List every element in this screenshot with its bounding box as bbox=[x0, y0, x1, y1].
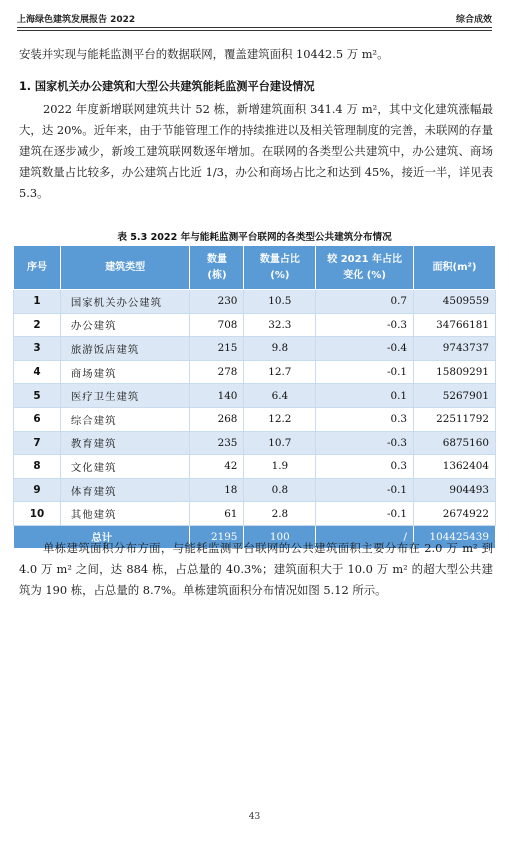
row-area: 34766181 bbox=[414, 313, 496, 337]
row-change: -0.4 bbox=[316, 337, 414, 361]
header-count-line2: (栋) bbox=[207, 269, 227, 281]
table-row bbox=[14, 384, 496, 408]
header-share-line1: 数量占比 bbox=[259, 253, 300, 265]
header-share bbox=[244, 246, 316, 290]
row-change: 0.3 bbox=[316, 455, 414, 479]
row-count: 140 bbox=[190, 384, 244, 408]
paragraph-bottom: 单栋建筑面积分布方面，与能耗监测平台联网的公共建筑面积主要分布在 2.0 万 m² 到 4.0 万 m² 之间，达 884 栋，占总量的 40.3%；建筑面积大于 10.0 万 m² 的超大型公共建筑为 190 栋，占总量的 8.7%。单栋建筑面积分布情况如图 5.12 所示。 bbox=[19, 541, 493, 597]
row-count: 61 bbox=[190, 502, 244, 526]
section-heading: 1. 国家机关办公建筑和大型公共建筑能耗监测平台建设情况 bbox=[19, 80, 315, 93]
table-row bbox=[14, 502, 496, 526]
row-no: 6 bbox=[14, 407, 61, 431]
row-count: 230 bbox=[190, 290, 244, 314]
row-building-type: 办公建筑 bbox=[60, 313, 190, 337]
table-row bbox=[14, 431, 496, 455]
total-change: / bbox=[316, 525, 414, 548]
row-area: 2674922 bbox=[414, 502, 496, 526]
row-area: 1362404 bbox=[414, 455, 496, 479]
row-building-type: 商场建筑 bbox=[60, 360, 190, 384]
table-row bbox=[14, 313, 496, 337]
row-share: 32.3 bbox=[244, 313, 316, 337]
row-building-type: 其他建筑 bbox=[60, 502, 190, 526]
header-type: 建筑类型 bbox=[60, 246, 190, 290]
header-no: 序号 bbox=[14, 246, 61, 290]
table-body bbox=[14, 290, 496, 526]
row-no: 3 bbox=[14, 337, 61, 361]
table-row bbox=[14, 478, 496, 502]
section-title: 综合成效 bbox=[455, 15, 492, 25]
row-change: 0.1 bbox=[316, 384, 414, 408]
row-change: 0.3 bbox=[316, 407, 414, 431]
row-share: 12.2 bbox=[244, 407, 316, 431]
row-no: 10 bbox=[14, 502, 61, 526]
row-no: 4 bbox=[14, 360, 61, 384]
row-count: 708 bbox=[190, 313, 244, 337]
row-change: 0.7 bbox=[316, 290, 414, 314]
row-count: 278 bbox=[190, 360, 244, 384]
paragraph-main: 2022 年度新增联网建筑共计 52 栋，新增建筑面积 341.4 万 m²，其中文化建筑涨幅最大，达 20%。近年来，由于节能管理工作的持续推进以及相关管理制度的完善，未联网的存量建筑在逐步减少，新竣工建筑联网数逐年增加。在联网的各类型公共建筑中，办公建筑、商场建筑数量占比较多，办公建筑占比近 1/3，办公和商场占比之和达到 45%，接近一半，详见表 5.3。 bbox=[19, 102, 493, 200]
row-change: -0.1 bbox=[316, 360, 414, 384]
row-count: 42 bbox=[190, 455, 244, 479]
row-no: 1 bbox=[14, 290, 61, 314]
header-area: 面积(m²) bbox=[414, 246, 496, 290]
row-area: 15809291 bbox=[414, 360, 496, 384]
row-share: 2.8 bbox=[244, 502, 316, 526]
total-label: 总计 bbox=[14, 525, 190, 548]
row-no: 2 bbox=[14, 313, 61, 337]
table-row bbox=[14, 360, 496, 384]
header-rule-thin bbox=[17, 30, 492, 31]
row-area: 9743737 bbox=[414, 337, 496, 361]
row-no: 9 bbox=[14, 478, 61, 502]
row-building-type: 文化建筑 bbox=[60, 455, 190, 479]
header-count bbox=[190, 246, 244, 290]
row-building-type: 旅游饭店建筑 bbox=[60, 337, 190, 361]
header-count-line1: 数量 bbox=[206, 253, 227, 265]
total-share: 100 bbox=[244, 525, 316, 548]
row-area: 6875160 bbox=[414, 431, 496, 455]
row-change: -0.3 bbox=[316, 431, 414, 455]
row-share: 9.8 bbox=[244, 337, 316, 361]
row-count: 235 bbox=[190, 431, 244, 455]
row-area: 904493 bbox=[414, 478, 496, 502]
row-share: 1.9 bbox=[244, 455, 316, 479]
header-change-line2: 变化 (%) bbox=[343, 269, 386, 281]
row-share: 10.5 bbox=[244, 290, 316, 314]
header-rule bbox=[17, 27, 492, 28]
paragraph-top: 安装并实现与能耗监测平台的数据联网，覆盖建筑面积 10442.5 万 m²。 bbox=[19, 47, 389, 61]
row-building-type: 综合建筑 bbox=[60, 407, 190, 431]
row-building-type: 国家机关办公建筑 bbox=[60, 290, 190, 314]
report-title: 上海绿色建筑发展报告 2022 bbox=[17, 15, 136, 25]
table-header-row bbox=[14, 246, 496, 290]
row-change: -0.1 bbox=[316, 502, 414, 526]
header-change bbox=[316, 246, 414, 290]
table-row bbox=[14, 290, 496, 314]
row-count: 215 bbox=[190, 337, 244, 361]
building-distribution-table bbox=[13, 245, 496, 549]
row-share: 6.4 bbox=[244, 384, 316, 408]
row-no: 8 bbox=[14, 455, 61, 479]
table-row bbox=[14, 337, 496, 361]
table-row bbox=[14, 455, 496, 479]
row-count: 268 bbox=[190, 407, 244, 431]
row-change: -0.3 bbox=[316, 313, 414, 337]
row-area: 22511792 bbox=[414, 407, 496, 431]
row-share: 12.7 bbox=[244, 360, 316, 384]
total-count: 2195 bbox=[190, 525, 244, 548]
row-change: -0.1 bbox=[316, 478, 414, 502]
page-number: 43 bbox=[248, 812, 261, 822]
row-building-type: 体育建筑 bbox=[60, 478, 190, 502]
total-area: 104425439 bbox=[414, 525, 496, 548]
row-area: 4509559 bbox=[414, 290, 496, 314]
header-change-line1: 较 2021 年占比 bbox=[327, 253, 403, 265]
row-no: 7 bbox=[14, 431, 61, 455]
row-building-type: 教育建筑 bbox=[60, 431, 190, 455]
page-header bbox=[17, 12, 492, 28]
table-row bbox=[14, 407, 496, 431]
row-no: 5 bbox=[14, 384, 61, 408]
row-area: 5267901 bbox=[414, 384, 496, 408]
row-count: 18 bbox=[190, 478, 244, 502]
row-share: 0.8 bbox=[244, 478, 316, 502]
row-building-type: 医疗卫生建筑 bbox=[60, 384, 190, 408]
header-share-line2: (%) bbox=[270, 269, 290, 281]
row-share: 10.7 bbox=[244, 431, 316, 455]
table-caption: 表 5.3 2022 年与能耗监测平台联网的各类型公共建筑分布情况 bbox=[117, 232, 392, 243]
